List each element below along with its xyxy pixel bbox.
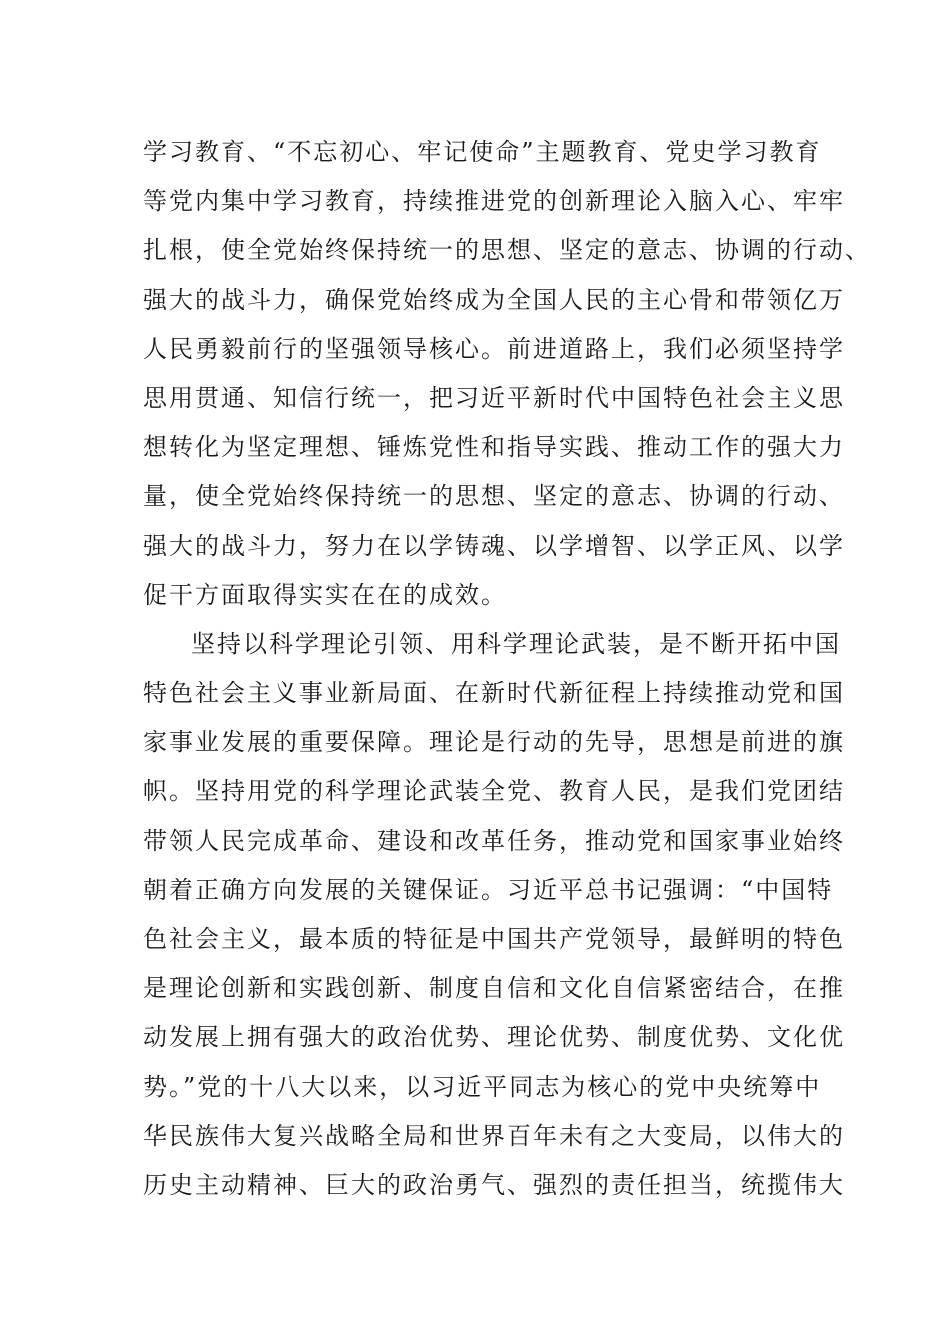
paragraph-1-line-3: 扎根，使全党始终保持统一的思想、坚定的意志、协调的行动、 — [143, 236, 871, 265]
paragraph-2-line-9: 动发展上拥有强大的政治优势、理论优势、制度优势、文化优 — [143, 1023, 845, 1052]
paragraph-1-line-4: 强大的战斗力，确保党始终成为全国人民的主心骨和带领亿万 — [143, 285, 845, 314]
paragraph-1-line-7: 想转化为坚定理想、锤炼党性和指导实践、推动工作的强大力 — [143, 433, 845, 462]
document-body — [143, 128, 871, 1210]
paragraph-1-line-6: 思用贯通、知信行统一，把习近平新时代中国特色社会主义思 — [143, 383, 845, 412]
paragraph-1-line-10: 促干方面取得实实在在的成效。 — [143, 580, 507, 609]
paragraph-1-line-9: 强大的战斗力，努力在以学铸魂、以学增智、以学正风、以学 — [143, 531, 845, 560]
paragraph-2-line-12: 历史主动精神、巨大的政治勇气、强烈的责任担当，统揽伟大 — [143, 1170, 845, 1199]
paragraph-2-line-11: 华民族伟大复兴战略全局和世界百年未有之大变局，以伟大的 — [143, 1121, 845, 1150]
paragraph-2-line-5: 带领人民完成革命、建设和改革任务，推动党和国家事业始终 — [143, 826, 845, 855]
paragraph-2-line-8: 是理论创新和实践创新、制度自信和文化自信紧密结合，在推 — [143, 974, 845, 1003]
paragraph-1-line-1: 学习教育、“不忘初心、牢记使命”主题教育、党史学习教育 — [143, 138, 822, 166]
paragraph-2-line-6: 朝着正确方向发展的关键保证。习近平总书记强调：“中国特 — [143, 875, 834, 904]
paragraph-2-line-10: 势。”党的十八大以来，以习近平同志为核心的党中央统筹中 — [143, 1072, 822, 1101]
paragraph-2-line-2: 特色社会主义事业新局面、在新时代新征程上持续推动党和国 — [143, 679, 845, 708]
paragraph-2-line-3: 家事业发展的重要保障。理论是行动的先导，思想是前进的旗 — [143, 728, 845, 757]
paragraph-1-line-2: 等党内集中学习教育，持续推进党的创新理论入脑入心、牢牢 — [143, 187, 845, 216]
paragraph-1-line-5: 人民勇毅前行的坚强领导核心。前进道路上，我们必须坚持学 — [143, 334, 845, 363]
paragraph-2-line-1: 坚持以科学理论引领、用科学理论武装，是不断开拓中国 — [191, 629, 841, 658]
paragraph-1-line-8: 量，使全党始终保持统一的思想、坚定的意志、协调的行动、 — [143, 482, 845, 511]
paragraph-2-line-7: 色社会主义，最本质的特征是中国共产党领导，最鲜明的特色 — [143, 925, 845, 953]
paragraph-2-line-4: 帜。坚持用党的科学理论武装全党、教育人民，是我们党团结 — [143, 777, 845, 806]
